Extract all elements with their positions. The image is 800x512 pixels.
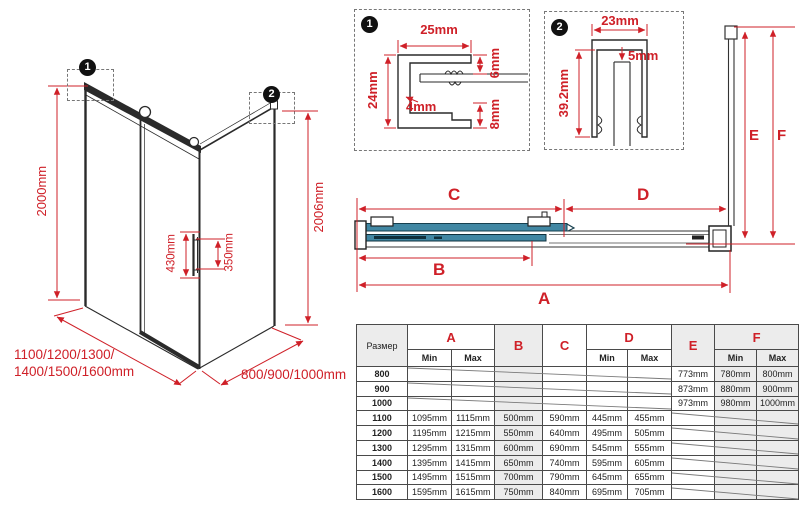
col-header-size: Размер (357, 325, 408, 367)
dim-handle-outer: 430mm (165, 234, 178, 273)
cell (672, 411, 715, 426)
cell: 840mm (543, 485, 587, 500)
cell: 800mm (757, 367, 799, 382)
cell (672, 470, 715, 485)
cell (452, 367, 495, 382)
d-max-header: Max (628, 350, 672, 367)
cell: 773mm (672, 367, 715, 382)
callout2-badge: 2 (263, 86, 280, 103)
cell: 445mm (587, 411, 628, 426)
detail1-badge: 1 (361, 16, 378, 33)
table-row (357, 381, 799, 396)
cell (757, 455, 799, 470)
plan-dim-d: D (637, 185, 650, 204)
cell (757, 426, 799, 441)
a-max-header: Max (452, 350, 495, 367)
cell (757, 440, 799, 455)
cell (672, 440, 715, 455)
col-header-e: E (672, 325, 715, 367)
size-cell: 900 (357, 381, 408, 396)
cell (495, 381, 543, 396)
cell: 1095mm (408, 411, 452, 426)
cell (715, 440, 757, 455)
cell (543, 367, 587, 382)
detail2-gap: 5mm (628, 48, 659, 63)
iso-dimension-lines (48, 86, 318, 385)
front-widths-line2: 1400/1500/1600mm (14, 364, 135, 379)
a-min-header: Min (408, 350, 452, 367)
cell: 880mm (715, 381, 757, 396)
cell (408, 367, 452, 382)
detail2-badge: 2 (551, 19, 568, 36)
size-cell: 1600 (357, 485, 408, 500)
size-table (356, 324, 799, 500)
detail1-width: 25mm (420, 22, 458, 37)
iso-enclosure-lines (84, 82, 278, 369)
size-cell: 1400 (357, 455, 408, 470)
cell: 1595mm (408, 485, 452, 500)
cell (715, 411, 757, 426)
f-max-header: Max (757, 350, 799, 367)
cell: 690mm (543, 440, 587, 455)
cell (628, 396, 672, 411)
cell: 1495mm (408, 470, 452, 485)
dim-height-left: 2000mm (33, 165, 49, 217)
cell (715, 470, 757, 485)
cell (757, 485, 799, 500)
cell (543, 396, 587, 411)
cell: 973mm (672, 396, 715, 411)
cell: 1395mm (408, 455, 452, 470)
cell: 1515mm (452, 470, 495, 485)
cell: 595mm (587, 455, 628, 470)
cell: 650mm (495, 455, 543, 470)
cell: 590mm (543, 411, 587, 426)
table-row (357, 367, 799, 382)
cell (543, 381, 587, 396)
cell: 695mm (587, 485, 628, 500)
cell: 1195mm (408, 426, 452, 441)
cell: 1315mm (452, 440, 495, 455)
cell: 790mm (543, 470, 587, 485)
cell: 1415mm (452, 455, 495, 470)
table-row (357, 396, 799, 411)
front-widths-line1: 1100/1200/1300/ (14, 347, 115, 362)
cell (495, 396, 543, 411)
cell (672, 455, 715, 470)
plan-dim-a: A (538, 289, 551, 308)
cell: 750mm (495, 485, 543, 500)
cell: 900mm (757, 381, 799, 396)
cell: 1615mm (452, 485, 495, 500)
table-row (357, 455, 799, 470)
cell: 505mm (628, 426, 672, 441)
table-row (357, 440, 799, 455)
cell (587, 381, 628, 396)
dim-height-right: 2006mm (310, 181, 326, 233)
cell (495, 367, 543, 382)
cell: 495mm (587, 426, 628, 441)
cell (672, 426, 715, 441)
cell (452, 381, 495, 396)
size-cell: 1100 (357, 411, 408, 426)
cell: 545mm (587, 440, 628, 455)
detail2-width: 23mm (601, 13, 639, 28)
cell: 655mm (628, 470, 672, 485)
size-cell: 1200 (357, 426, 408, 441)
size-cell: 800 (357, 367, 408, 382)
cell: 550mm (495, 426, 543, 441)
callout1-badge: 1 (79, 59, 96, 76)
cell (452, 396, 495, 411)
detail1-inner: 4mm (406, 99, 437, 114)
size-table-wrap (356, 324, 799, 502)
col-header-a: A (408, 325, 495, 350)
cell: 605mm (628, 455, 672, 470)
cell (587, 396, 628, 411)
col-header-d: D (587, 325, 672, 350)
plan-dim-e: E (749, 127, 760, 144)
cell (628, 367, 672, 382)
table-row (357, 426, 799, 441)
cell: 555mm (628, 440, 672, 455)
cell: 1000mm (757, 396, 799, 411)
cell: 600mm (495, 440, 543, 455)
cell: 873mm (672, 381, 715, 396)
detail1-top-gap: 6mm (486, 47, 502, 79)
col-header-f: F (715, 325, 799, 350)
cell (715, 485, 757, 500)
cell: 455mm (628, 411, 672, 426)
cell: 645mm (587, 470, 628, 485)
cell: 980mm (715, 396, 757, 411)
cell: 500mm (495, 411, 543, 426)
table-row (357, 411, 799, 426)
door-handle (193, 234, 199, 276)
side-widths: 800/900/1000mm (241, 367, 347, 382)
plan-dim-f: F (777, 127, 787, 144)
cell (628, 381, 672, 396)
size-cell: 1000 (357, 396, 408, 411)
cell: 700mm (495, 470, 543, 485)
detail1-height: 24mm (364, 71, 380, 109)
plan-dim-c: C (448, 185, 461, 204)
cell: 640mm (543, 426, 587, 441)
detail1-bottom-gap: 8mm (486, 98, 502, 130)
detail2-height: 39.2mm (555, 68, 571, 118)
table-row (357, 470, 799, 485)
d-min-header: Min (587, 350, 628, 367)
cell: 1215mm (452, 426, 495, 441)
size-cell: 1300 (357, 440, 408, 455)
cell: 705mm (628, 485, 672, 500)
cell (408, 381, 452, 396)
cell (408, 396, 452, 411)
cell: 1295mm (408, 440, 452, 455)
dim-handle-inner: 350mm (223, 233, 236, 272)
col-header-c: C (543, 325, 587, 367)
cell: 1115mm (452, 411, 495, 426)
cell (715, 455, 757, 470)
cell: 780mm (715, 367, 757, 382)
cell (672, 485, 715, 500)
table-row (357, 485, 799, 500)
f-min-header: Min (715, 350, 757, 367)
size-cell: 1500 (357, 470, 408, 485)
cell (587, 367, 628, 382)
cell (757, 411, 799, 426)
cell: 740mm (543, 455, 587, 470)
cell (757, 470, 799, 485)
col-header-b: B (495, 325, 543, 367)
plan-dim-b: B (433, 260, 446, 279)
cell (715, 426, 757, 441)
